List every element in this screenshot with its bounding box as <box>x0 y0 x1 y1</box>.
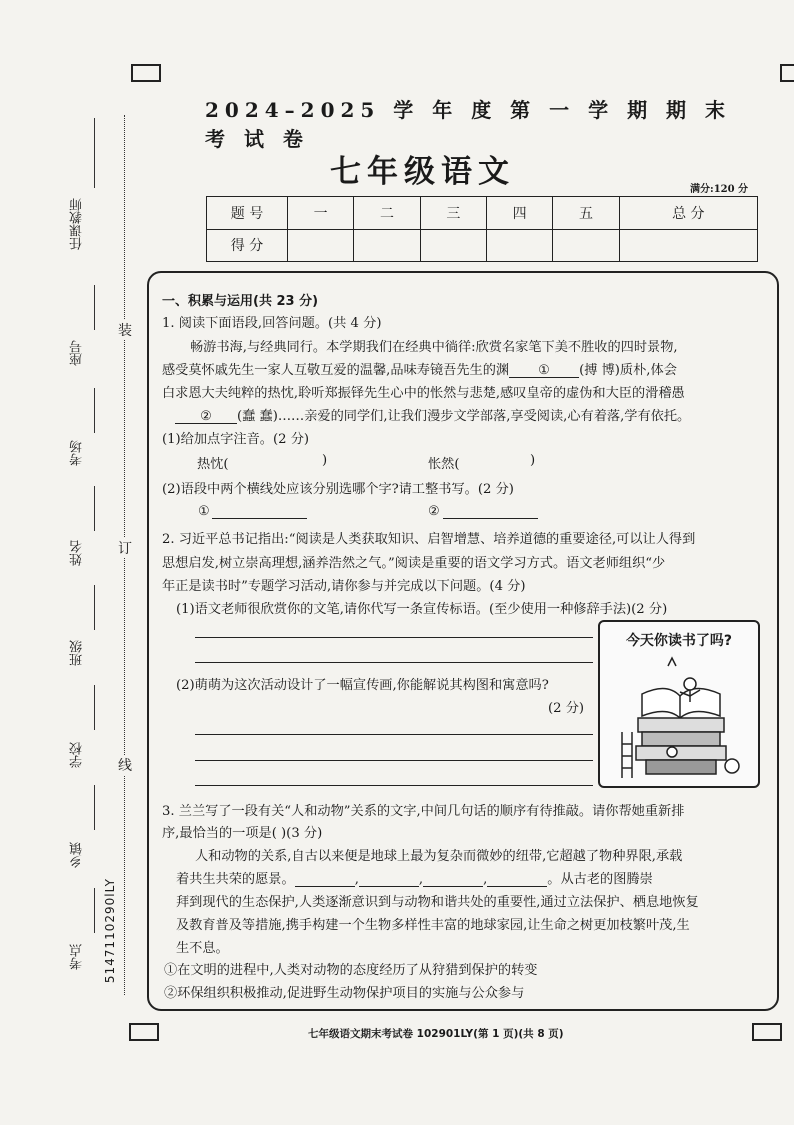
q1-passage-line: 畅游书海,与经典同行。本学期我们在经典中徜徉:欣赏名家笔下美不胜收的四时景物, <box>190 340 678 355</box>
q1-sub1: (1)给加点字注音。(2 分) <box>162 432 310 447</box>
registration-mark-top-left <box>131 64 161 82</box>
binding-char-ding: 订 <box>118 538 132 558</box>
binding-char-zhuang: 装 <box>118 320 132 340</box>
score-entry[interactable] <box>420 229 486 262</box>
field-class-line[interactable] <box>94 585 95 630</box>
q2-sub1: (1)语文老师很欣赏你的文笔,请你代写一条宣传标语。(至少使用一种修辞手法)(2 分) <box>176 602 668 617</box>
answer-2-label: ② <box>428 504 440 519</box>
full-score: 满分:120 分 <box>690 184 749 195</box>
q1-passage-line <box>162 359 677 378</box>
exam-code: 5147110290lLY <box>103 878 117 984</box>
q2-sub2-answer-line[interactable] <box>195 760 593 761</box>
blank-1[interactable] <box>509 363 579 378</box>
exam-title: 2024–2025 学 年 度 第 一 学 期 期 末 考 试 卷 <box>205 98 731 151</box>
field-teacher: 任课教师 <box>70 198 85 250</box>
registration-mark-bottom-left <box>129 1023 159 1041</box>
q3-stem: 序,最恰当的一项是( )(3 分) <box>162 826 323 841</box>
score-cell-5: 五 <box>553 197 619 230</box>
score-table-value-row <box>207 229 758 262</box>
page-footer: 七年级语文期末考试卷 102901LY(第 1 页)(共 8 页) <box>308 1028 564 1040</box>
q2-sub1-answer-line[interactable] <box>195 637 593 638</box>
score-table <box>206 196 758 262</box>
q1-passage-text: (蠢 蠢)……亲爱的同学们,让我们漫步文学部落,享受阅读,心有着落,学有依托。 <box>237 409 691 424</box>
q1-passage-line: 白求恩大夫纯粹的热忱,聆听郑振铎先生心中的怅然与悲楚,感叹皇帝的虚伪和大臣的滑稽愚 <box>162 386 685 401</box>
field-school: 学校 <box>70 742 85 768</box>
q1-paren-close: ) <box>530 453 536 468</box>
q3-passage-line: 及教育普及等措施,携手构建一个生物多样性丰富的地球家园,让生命之树更加枝繁叶茂,生 <box>176 918 690 933</box>
field-class: 班级 <box>70 640 85 666</box>
field-seat-line[interactable] <box>94 285 95 330</box>
q1-stem: 1. 阅读下面语段,回答问题。(共 4 分) <box>162 316 382 331</box>
binding-char-xian: 线 <box>118 755 132 775</box>
score-cell-4: 四 <box>486 197 552 230</box>
score-entry[interactable] <box>553 229 619 262</box>
q3-passage-text: 。从古老的图腾崇 <box>547 872 653 887</box>
field-town-line[interactable] <box>94 785 95 830</box>
field-room: 考场 <box>70 440 85 466</box>
poster-title: 今天你读书了吗? <box>625 633 733 649</box>
q2-stem: 思想启发,树立崇高理想,涵养浩然之气。”阅读是重要的语文学习方式。语文老师组织“少 <box>162 556 666 571</box>
field-school-line[interactable] <box>94 685 95 730</box>
q2-sub2-answer-line[interactable] <box>195 734 593 735</box>
score-cell-total: 总 分 <box>619 197 757 230</box>
field-seat: 座号 <box>70 340 85 366</box>
subject-title: 七年级语文 <box>330 154 515 190</box>
score-cell-label: 题 号 <box>207 197 288 230</box>
q3-blank[interactable] <box>423 872 483 887</box>
q2-sub2: (2)萌萌为这次活动设计了一幅宣传画,你能解说其构图和寓意吗? <box>176 678 549 693</box>
blank-1-marker: ① <box>538 363 550 378</box>
q3-blank[interactable] <box>487 872 547 887</box>
score-table-header-row <box>207 197 758 230</box>
score-cell-1: 一 <box>288 197 354 230</box>
field-exam-site-line[interactable] <box>94 888 95 933</box>
q1-sub2: (2)语段中两个横线处应该分别选哪个字?请工整书写。(2 分) <box>162 482 514 497</box>
field-name-line[interactable] <box>94 486 95 531</box>
blank-2-marker: ② <box>200 409 212 424</box>
reading-poster <box>598 620 760 788</box>
q3-passage-line: 生不息。 <box>176 941 229 956</box>
field-town: 乡镇 <box>70 842 85 868</box>
score-cell-2: 二 <box>354 197 420 230</box>
field-exam-site: 考点 <box>70 944 85 970</box>
answer-2-line[interactable] <box>443 518 538 519</box>
q3-blank[interactable] <box>359 872 419 887</box>
q3-option-2: ②环保组织积极推动,促进野生动物保护项目的实施与公众参与 <box>164 986 525 1001</box>
q1-passage-text: 感受莫怀戚先生一家人互敬互爱的温馨,品味寿镜吾先生的渊 <box>162 363 510 378</box>
poster-illustration <box>602 654 756 784</box>
field-teacher-line[interactable] <box>94 118 95 188</box>
score-entry[interactable] <box>619 229 757 262</box>
q1-passage-line <box>175 405 690 424</box>
field-name: 姓名 <box>70 540 85 566</box>
field-room-line[interactable] <box>94 388 95 433</box>
q1-paren-close: ) <box>322 453 328 468</box>
q3-passage-line: 拜到现代的生态保护,人类逐渐意识到与动物和谐共处的重要性,通过立法保护、栖息地恢复 <box>176 895 699 910</box>
score-row-label: 得 分 <box>207 229 288 262</box>
q3-stem: 3. 兰兰写了一段有关“人和动物”关系的文字,中间几句话的顺序有待推敲。请你帮她重新排 <box>162 804 685 819</box>
q3-blank[interactable] <box>295 872 355 887</box>
registration-mark-bottom-right <box>752 1023 782 1041</box>
blank-2[interactable] <box>175 409 237 424</box>
q2-stem: 年正是读书时”专题学习活动,请你参与并完成以下问题。(4 分) <box>162 579 526 594</box>
q2-sub2-answer-line[interactable] <box>195 785 593 786</box>
q3-passage-line: 着共生共荣的愿景。 , , , 。从古老的图腾崇 <box>176 872 653 887</box>
section-title: 一、积累与运用(共 23 分) <box>162 294 319 309</box>
registration-mark-top-right <box>780 64 794 82</box>
q1-word-1: 热忱( <box>197 457 229 472</box>
q1-passage-text: (搏 博)质朴,体会 <box>579 363 677 378</box>
q3-passage-line: 人和动物的关系,自古以来便是地球上最为复杂而微妙的纽带,它超越了物种界限,承载 <box>195 849 683 864</box>
q2-sub1-answer-line[interactable] <box>195 662 593 663</box>
q1-word-2: 怅然( <box>428 457 460 472</box>
score-entry[interactable] <box>354 229 420 262</box>
score-cell-3: 三 <box>420 197 486 230</box>
q3-option-1: ①在文明的进程中,人类对动物的态度经历了从狩猎到保护的转变 <box>164 963 538 978</box>
q2-sub2-score: (2 分) <box>548 701 585 716</box>
answer-1-label: ① <box>198 504 210 519</box>
score-entry[interactable] <box>288 229 354 262</box>
q2-stem: 2. 习近平总书记指出:“阅读是人类获取知识、启智增慧、培养道德的重要途径,可以让人得到 <box>162 532 696 547</box>
answer-1-line[interactable] <box>212 518 307 519</box>
q3-passage-text: 着共生共荣的愿景。 <box>176 872 295 887</box>
score-entry[interactable] <box>486 229 552 262</box>
